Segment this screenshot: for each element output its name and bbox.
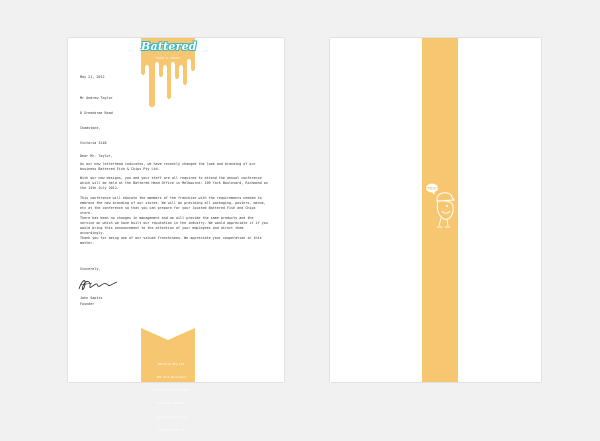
- signer-title: Founder: [80, 302, 95, 306]
- closing: Sincerely,: [80, 267, 101, 271]
- address-line: Victoria 3148: [80, 141, 107, 145]
- footer-line: 109 York Boulevard: [156, 375, 186, 380]
- speech-bubble-text: "YES!": [425, 186, 439, 191]
- logo-tagline: FISH & CHIPS: [149, 56, 187, 61]
- body-paragraph: With our new designs, you and your staff are all required to attend the annual conference which will be held at the Battered Head Office in Melbourne: 109 York Boulevard, Richmond on the 14th July 2012.: [80, 176, 268, 190]
- footer-line: Battered Pty Ltd: [158, 361, 184, 366]
- body-paragraph: Thank you for being one of our valued franchisees. We appreciate your cooperation in this matter.: [80, 236, 262, 245]
- logo-wordmark: Battered: [141, 40, 197, 53]
- letterhead-front-page: [68, 38, 284, 432]
- fish-mascot-icon: [425, 178, 457, 230]
- letter-date: May 21, 2012: [80, 75, 105, 79]
- footer-line: Telephone 98201333: [156, 401, 186, 406]
- company-contact-footer: [146, 353, 196, 441]
- salutation: Dear Mr. Taylor,: [80, 154, 113, 158]
- body-paragraph: As our new letterhead indicates, we have recently changed the look and branding of our business Battered Fish & Chips Pty Ltd.: [80, 162, 256, 171]
- address-line: 8 Greenbrae Road: [80, 111, 113, 115]
- address-line: Mr Andrew Taylor: [80, 96, 113, 100]
- letterhead-back-page: [330, 38, 541, 382]
- footer-line: www.battered.com.au: [155, 414, 187, 419]
- footer-banner: [68, 38, 284, 382]
- address-line: Chadstone,: [80, 126, 101, 130]
- body-paragraph: This conference will educate the members of the franchise with the requirements needed to embrace the new branding of our stores. We will be providing all packaging, posters, menus, etc at the conference so that you can prepare for your located Battered Fish and Chips store.: [80, 196, 266, 215]
- body-paragraph: There has been no changes in management and we will provide the same products and the service on which we have built our reputation in the industry. We would appreciate it if you would bring this announcement to the attention of your employees and direct them accordingly.: [80, 216, 268, 235]
- signer-name: John Saptis: [80, 296, 103, 300]
- footer-line: info@battered.com: [157, 427, 185, 432]
- footer-line: Richmond Victoria 3121: [153, 388, 189, 393]
